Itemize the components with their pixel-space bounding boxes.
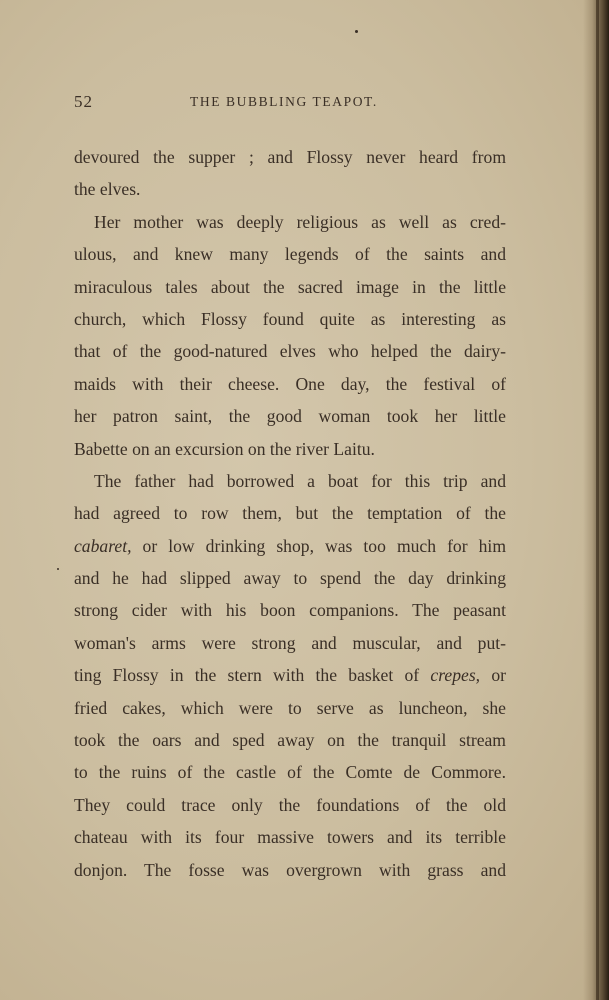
text-segment: or (480, 665, 506, 686)
text-line: had agreed to row them, but the temptation of the (74, 503, 506, 524)
page-number: 52 (74, 92, 93, 111)
text-line: Her mother was deeply religious as well as cred- (94, 211, 506, 232)
italic-word: crepes, (430, 665, 481, 686)
body-text (74, 141, 506, 886)
speck-mark (355, 30, 358, 33)
page-edge-line (596, 0, 599, 1000)
text-line: that of the good-natured elves who helped the dairy- (74, 341, 506, 362)
text-line: the elves. (74, 179, 141, 200)
running-head (74, 92, 506, 114)
text-line: miraculous tales about the sacred image in the little (74, 276, 506, 297)
text-line: maids with their cheese. One day, the festival of (74, 373, 506, 394)
text-line: woman's arms were strong and muscular, and put- (74, 632, 506, 653)
text-line: her patron saint, the good woman took her little (74, 406, 506, 427)
text-line (74, 530, 506, 562)
text-line: They could trace only the foundations of the old (74, 794, 506, 815)
text-line: ulous, and knew many legends of the saints and (74, 244, 506, 265)
text-line: The father had borrowed a boat for this trip and (94, 470, 506, 491)
text-segment: or low drinking shop, was too much for him (131, 535, 506, 556)
text-line: fried cakes, which were to serve as luncheon, she (74, 697, 506, 718)
text-line (74, 659, 506, 691)
text-line: chateau with its four massive towers and its terrible (74, 827, 506, 848)
text-segment: ting Flossy in the stern with the basket of (74, 665, 431, 686)
running-title: THE BUBBLING TEAPOT. (190, 94, 378, 109)
italic-word: cabaret, (74, 535, 132, 556)
text-line: devoured the supper ; and Flossy never heard from (74, 147, 506, 167)
text-line: took the oars and sped away on the tranquil stream (74, 730, 506, 751)
speck-mark (57, 568, 59, 570)
text-line: to the ruins of the castle of the Comte de Commore. (74, 762, 506, 783)
text-line: church, which Flossy found quite as interesting as (74, 308, 506, 329)
text-line: Babette on an excursion on the river Laitu. (74, 438, 375, 459)
text-line: and he had slipped away to spend the day drinking (74, 568, 506, 589)
text-line: donjon. The fosse was overgrown with grass and (74, 859, 506, 880)
text-line: strong cider with his boon companions. The peasant (74, 600, 506, 621)
